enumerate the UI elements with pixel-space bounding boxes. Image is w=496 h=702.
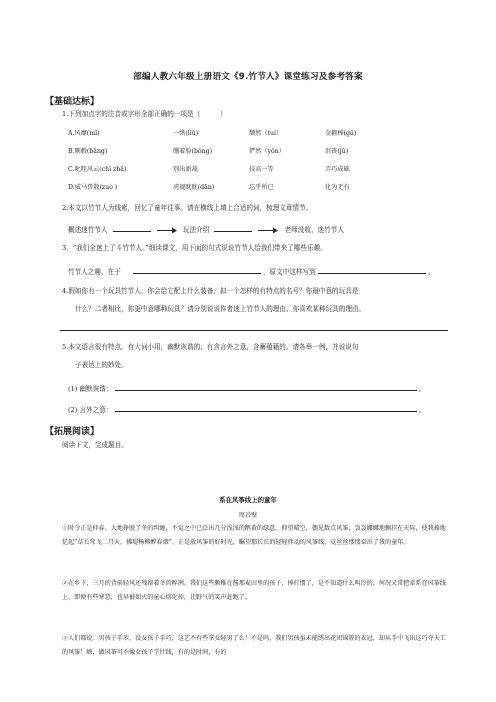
q5-blank-a[interactable] bbox=[115, 383, 417, 391]
document-title: 部编人教六年级上册语文《9.竹节人》课堂练习及参考答案 bbox=[133, 72, 363, 82]
question-4-line-1: 4.假如你有一个玩具竹节人，你会给它配上什么装备，拟一个怎样的有特点的名号？你最中意的玩具是 bbox=[62, 287, 359, 295]
q3-blank-2[interactable] bbox=[318, 266, 426, 274]
q3-blank-1[interactable] bbox=[133, 266, 261, 274]
passage-paragraph-2: ②在乡下，三月的背前轻风还残留着冬的粹冽。我们这些颇稚在酱那麦田里的孩子，捧打惯了，是不知道什么叫冷的。何况又常把牵系在风筝线上，即便有些寒意，也早被如火的童心熔化掉，让野气的笑声赶跑了。 bbox=[62, 580, 446, 601]
flow-step-1: 概述迷竹节人 bbox=[68, 226, 108, 234]
option-b-4: 沮丧(jǔ) bbox=[325, 148, 349, 155]
q5-answer-a bbox=[68, 383, 425, 394]
reading-instruction: 阅读下文，完成题目。 bbox=[62, 441, 128, 449]
option-a-1: A.风靡(mǐ) bbox=[68, 130, 100, 137]
option-d-2: 虎视眈眈(dān) bbox=[173, 184, 215, 191]
option-a-2: 一绺(liǔ) bbox=[173, 130, 199, 137]
question-5-line-2: 子表达上的妙处。 bbox=[75, 361, 128, 369]
option-d-3: 忘乎所已 bbox=[249, 184, 274, 191]
q5-blank-b[interactable] bbox=[115, 404, 417, 412]
section-extended: 【拓展阅读】 bbox=[45, 427, 100, 437]
option-c-4: 弄巧成础 bbox=[325, 166, 350, 173]
option-c-3: 技高一等 bbox=[249, 166, 274, 173]
flow-step-3: 老师没收、迷竹节人 bbox=[284, 226, 344, 234]
passage-paragraph-3: ③人们都说：男孩子手苯，没女孩子手巧，这艺不有些拿女轻男了么！不是吗，我们男孩虽未能绣出花团锦簇的衣冠，却从手中飞出这巧夺天工的风筝！嗨，做风筝可不像女孩子学针线，有的是时间，有的 bbox=[62, 635, 446, 656]
q5-answer-b bbox=[68, 404, 425, 415]
option-d-4: 化为无有 bbox=[325, 184, 350, 191]
option-a-4: 金箍棒(gū) bbox=[325, 130, 357, 137]
arrow-right-icon bbox=[156, 227, 178, 234]
arrow-right-icon bbox=[257, 227, 279, 234]
option-b-3: 俨然（yǒn） bbox=[249, 148, 285, 155]
flow-blank-1[interactable] bbox=[113, 224, 151, 232]
question-1-stem: 1.下列加点字的注音或字形全部正确的一项是（ ） bbox=[62, 110, 227, 118]
flow-blank-2[interactable] bbox=[214, 224, 252, 232]
option-b-2: 绷着脸(bǒng) bbox=[173, 148, 213, 155]
question-4-line-2: 什么？二者相比，你更中意哪种玩具？请分别说说作者迷上竹节人的理由、你喜欢某种玩具的理由。 bbox=[75, 305, 366, 313]
q5-end-b: 。 bbox=[418, 406, 426, 414]
q3-end: 。 bbox=[427, 268, 435, 276]
q5-end-a: 。 bbox=[418, 385, 426, 393]
passage-author: 周岩壁 bbox=[238, 512, 258, 519]
q5-label-b: (2) 言外之意： bbox=[68, 406, 113, 414]
q3-middle: ，原文中这样写到 bbox=[262, 268, 316, 276]
question-3-stem: 3．“我们全迷上了斗竹节人。”细读课文，用下面的句式说说竹节人给我们带来了哪些乐趣。 bbox=[62, 244, 327, 252]
section-basic: 【基础达标】 bbox=[45, 97, 100, 107]
question-5-line-1: 5.本文语言很有特点。有大词小用，幽默诙谐的；有含言外之意，含蓄蕴藉的。请各举一例，并说说句 bbox=[62, 343, 359, 351]
passage-paragraph-1: ①时令正是仲春。大地挣脱了冬的纠缠，不觉之中已泛出几分浅浅的鹅黄的绿意。仰望晴空，偶见数点风筝，袅袅娜娜地飘挂在天际，使我蓦地忆起“草长莺飞二月天，拂堤杨柳醉春烟”。正是放风筝的好时光，瞩望那长长的轻轻拌动的风筝线，竟丝丝缕缕牵出了我的童年。 bbox=[62, 525, 446, 546]
option-a-3: 颓然（tuí） bbox=[249, 130, 283, 137]
option-c-2: 别出新裁 bbox=[173, 166, 198, 173]
question-2-flow bbox=[68, 224, 344, 235]
option-b-1: B.剔毂(bǎng) bbox=[68, 148, 108, 155]
question-2-stem: 2.本文以竹节人为线索，回忆了童年往事。请在横线上填上合适的词，梳理文章情节。 bbox=[62, 204, 313, 212]
passage-title: 系在风筝线上的童年 bbox=[219, 496, 277, 504]
option-d-1: D.威马兽散(zuò ) bbox=[68, 184, 118, 191]
q5-label-a: (1) 幽默诙谐： bbox=[68, 385, 113, 393]
question-3-answer-line bbox=[68, 266, 435, 277]
q3-prefix: 竹节人之趣，在于 bbox=[68, 268, 121, 276]
flow-step-2: 玩法介绍 bbox=[182, 226, 210, 234]
option-c-1: C.叱咤风云(chì zhā) bbox=[68, 166, 127, 173]
q4-answer-line[interactable] bbox=[60, 330, 448, 331]
